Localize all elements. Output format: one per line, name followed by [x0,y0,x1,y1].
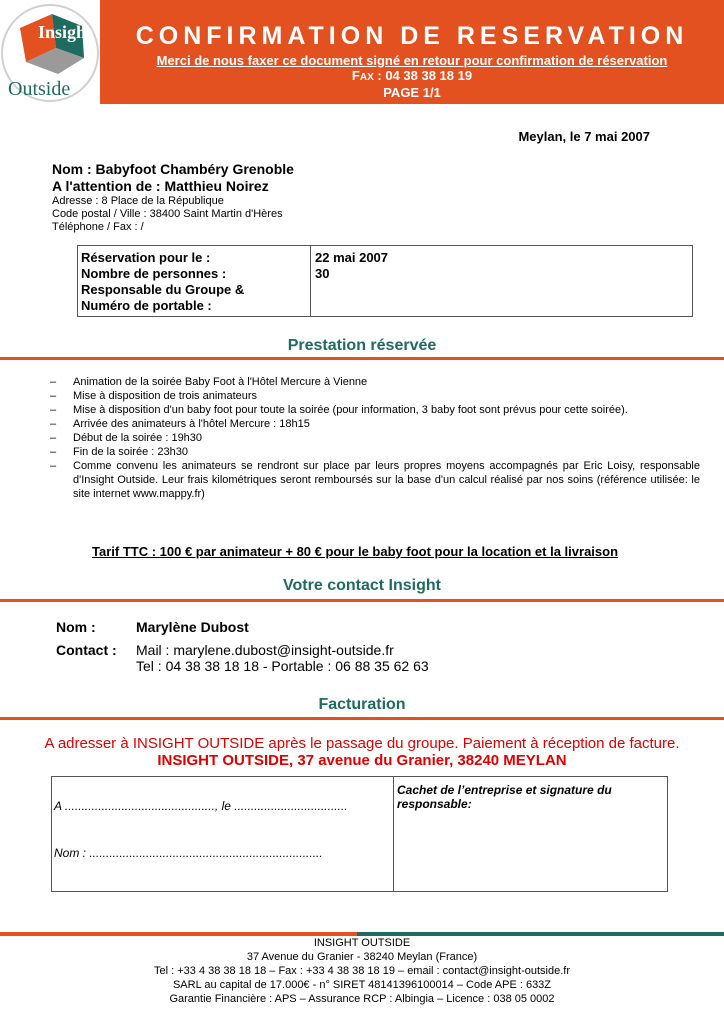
footer-address: 37 Avenue du Granier - 38240 Meylan (France) [246,951,478,963]
date-line: Meylan, le 7 mai 2007 [518,129,650,144]
place-date-field[interactable]: A ............................................., le .................................. [54,799,348,813]
contact-title: Votre contact Insight [283,577,441,594]
fax-instruction: Merci de nous faxer ce document signé en retour pour confirmation de réservation [156,53,668,68]
contact-name-label: Nom : [56,619,96,635]
logo-text-insight: Insight [38,22,93,42]
facturation-rule [0,717,724,720]
client-phone: Téléphone / Fax : / [52,221,144,233]
reservation-manager-label: Responsable du Groupe & [81,282,245,297]
client-name: Nom : Babyfoot Chambéry Grenoble [52,161,294,177]
footer-company: INSIGHT OUTSIDE [313,937,411,949]
prestation-rule [0,357,724,360]
facturation-title: Facturation [318,696,406,713]
list-item: – Fin de la soirée : 23h30 [50,446,188,458]
prestation-list [50,375,700,501]
footer-bar-green [357,932,724,936]
logo-text-outside: Outside [8,78,71,100]
list-item: – Début de la soirée : 19h30 [50,432,203,444]
reservation-people-value: 30 [315,266,330,281]
contact-mail: Mail : marylene.dubost@insight-outside.fr [136,642,394,658]
reservation-date-value: 22 mai 2007 [315,250,389,265]
list-item: – Mise à disposition de trois animateurs [50,390,258,402]
client-postal: Code postal / Ville : 38400 Saint Martin d'Hères [52,208,283,220]
list-item: – Arrivée des animateurs à l'hôtel Mercure : 18h15 [50,418,310,430]
reservation-mobile-label: Numéro de portable : [81,298,212,313]
contact-phone: Tel : 04 38 38 18 18 - Portable : 06 88 35 62 63 [136,658,429,674]
tarif-line: Tarif TTC : 100 € par animateur + 80 € pour le baby foot pour la location et la livraison [92,544,619,559]
signature-divider [393,776,394,892]
footer-legal: SARL au capital de 17.000€ - n° SIRET 48141396100014 – Code APE : 633Z [172,979,552,991]
contact-label: Contact : [56,642,117,658]
reservation-date-label: Réservation pour le : [81,250,211,265]
client-attention: A l'attention de : Matthieu Noirez [52,178,269,194]
list-item: – Animation de la soirée Baby Foot à l'Hôtel Mercure à Vienne [50,376,368,388]
fax-prefix-rest: AX [359,72,374,83]
list-item: – Mise à disposition d'un baby foot pour toute la soirée (pour information, 3 baby foot sont prévus pour cette soirée). [50,404,628,416]
list-item: – Comme convenu les animateurs se rendront sur place par leurs propres moyens accompagnés par Eric Loisy, responsable d'Insight Outside. Leur frais kilométriques seront remboursés sur la base d'un calcul réalisé par nos soins (référence utilisée: le site internet www.mappy.fr) [50,460,700,500]
reservation-labels [81,250,244,314]
footer-contacts: Tel : +33 4 38 38 18 18 – Fax : +33 4 38 38 18 19 – email : contact@insight-outside.fr [154,965,570,977]
facturation-instruction: A adresser à INSIGHT OUTSIDE après le passage du groupe. Paiement à réception de facture. [44,735,680,752]
document-title: CONFIRMATION DE RESERVATION [135,22,689,50]
facturation-address: INSIGHT OUTSIDE, 37 avenue du Granier, 38240 MEYLAN [157,752,567,769]
name-field[interactable]: Nom : ...................................................................... [54,846,323,860]
footer-guarantee: Garantie Financière : APS – Assurance RCP : Albingia – Licence : 038 05 0002 [169,993,555,1005]
fax-number-line [100,68,724,83]
contact-rule [0,599,724,602]
fax-number: : 04 38 38 18 19 [373,68,473,83]
client-address: Adresse : 8 Place de la République [52,195,224,207]
prestation-title: Prestation réservée [287,337,437,354]
stamp-signature-area[interactable]: Cachet de l’entreprise et signature du responsable: [397,783,612,811]
fax-prefix-initial: F [351,68,360,83]
reservation-values [315,250,388,282]
insight-outside-logo [0,0,100,108]
footer-bar-orange [0,932,357,936]
reservation-divider [310,245,311,317]
contact-name: Marylène Dubost [136,619,249,635]
page-indicator: PAGE 1/1 [383,85,441,100]
reservation-people-label: Nombre de personnes : [81,266,227,281]
